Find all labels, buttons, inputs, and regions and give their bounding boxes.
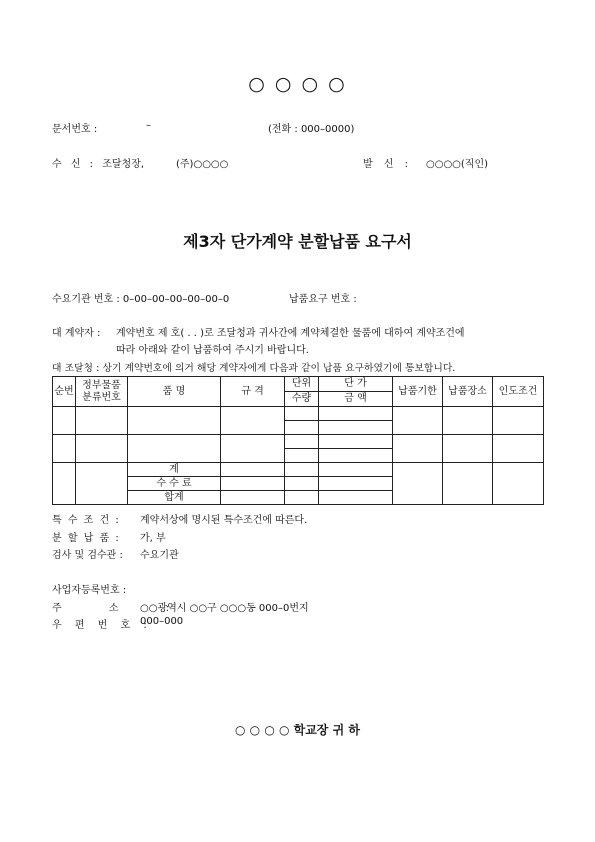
request-number: 납품요구 번호 :	[289, 294, 357, 305]
addressee: ○ ○ ○ ○ 학교장 귀 하	[235, 723, 360, 737]
header-deadline: 납품기한	[393, 377, 443, 407]
order-table	[52, 376, 544, 505]
recipient-value: (주)○○○○	[176, 159, 229, 170]
table-row	[53, 407, 544, 421]
sender-value: ○○○○(직인)	[426, 159, 489, 170]
sender-label: 발 신 :	[363, 159, 409, 170]
agency-number: 수요기관 번호 : 0–00–00–00–00–00–0	[52, 294, 230, 305]
document-title: 제3자 단가계약 분할납품 요구서	[183, 232, 412, 251]
sum-label: 계	[128, 463, 221, 477]
header-class	[76, 377, 128, 407]
doc-number-label: 문서번호 :	[52, 124, 98, 135]
split-delivery-label: 분 할 납 품 :	[52, 533, 119, 544]
inspector-value: 수요기관	[140, 550, 179, 561]
recipient-label: 수 신 : 조달청장,	[52, 159, 145, 170]
agency-notice: 대 조달청 : 상기 계약번호에 의거 해당 계약자에게 다음과 같이 납품 요구하였기에 통보합니다.	[52, 363, 456, 374]
header-terms: 인도조건	[493, 377, 544, 407]
header-price: 단 가	[319, 377, 393, 392]
contractor-prefix: 대 계약자 :	[52, 328, 101, 339]
split-delivery-value: 가, 부	[140, 533, 166, 544]
header-class-line1: 정부물품	[82, 379, 121, 391]
header-amount: 금 액	[319, 392, 393, 407]
special-conditions-label: 특 수 조 건 :	[52, 515, 119, 526]
fee-label: 수 수 료	[128, 477, 221, 491]
header-no: 순번	[53, 377, 76, 407]
address-value: ○○광역시 ○○구 ○○○동 000–0번지	[140, 603, 309, 614]
header-class-line2: 분류번호	[82, 391, 121, 403]
contractor-text-line1: 계약번호 제 호( . . )로 조달청과 귀사간에 계약체결한 물품에 대하여 계약조건에	[116, 328, 465, 339]
header-unit: 단위	[285, 377, 319, 392]
table-row	[53, 435, 544, 449]
phone-number: (전화 : 000–0000)	[268, 124, 355, 135]
header-item: 품 명	[128, 377, 221, 407]
address-label: 주 소 :	[52, 603, 170, 614]
header-qty: 수량	[285, 392, 319, 407]
total-label: 합계	[128, 491, 221, 505]
zip-value: 000–000	[140, 616, 184, 627]
zip-label: 우 편 번 호 :	[52, 620, 147, 631]
inspector-label: 검사 및 검수관 :	[52, 550, 123, 561]
special-conditions-value: 계약서상에 명시된 특수조건에 따른다.	[140, 515, 308, 526]
doc-number-value: –	[146, 120, 151, 131]
business-reg-label: 사업자등록번호 :	[52, 585, 127, 596]
organization-name: ○ ○ ○ ○	[248, 73, 347, 95]
table-row	[53, 463, 544, 477]
contractor-text-line2: 따라 아래와 같이 납품하여 주시기 바랍니다.	[116, 345, 309, 356]
header-place: 납품장소	[443, 377, 493, 407]
header-spec: 규 격	[221, 377, 285, 407]
